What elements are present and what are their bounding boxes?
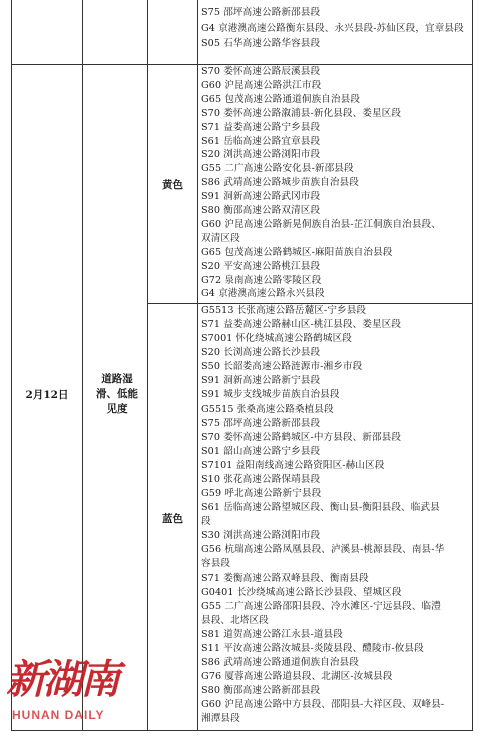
- road-section-line: S50 长韶娄高速公路涟源市-湘乡市段: [201, 361, 363, 373]
- hunan-daily-watermark: [6, 654, 126, 738]
- road-section-line: S86 武靖高速公路城步苗族自治县段: [201, 177, 359, 189]
- road-section-line: S61 岳临高速公路望城区段、衡山县-衡阳县段、临武县: [201, 502, 440, 514]
- road-section-line: S71 益娄高速公路赫山区-桃江县段、娄星区段: [201, 319, 402, 331]
- col-divider-2: [147, 0, 148, 731]
- condition-cell: 道路湿滑、低能见度: [96, 373, 138, 415]
- road-section-line: G5515 张桑高速公路桑植县段: [201, 403, 334, 415]
- road-section-line: 容县段: [201, 558, 231, 570]
- road-section-line: S71 娄衡高速公路双峰县段、衡南县段: [201, 572, 369, 584]
- road-section-line: S7001 怀化绕城高速公路鹤城区段: [201, 333, 352, 345]
- road-section-line: 县段、北塔区段: [201, 614, 269, 626]
- col-divider-3: [197, 0, 198, 731]
- yellow-level-cell: 黄色: [162, 179, 183, 191]
- road-section-line: G0401 长沙绕城高速公路长沙县段、望城区段: [201, 586, 402, 598]
- road-section-line: S05 石华高速公路华容县段: [201, 38, 321, 50]
- road-section-line: G4 京港澳高速公路永兴县段: [201, 288, 325, 300]
- road-section-line: S10 张花高速公路保靖县段: [201, 473, 321, 485]
- road-section-line: S70 娄怀高速公路溆浦县-新化县段、娄星区段: [201, 107, 402, 119]
- road-section-line: G55 二广高速公路安化县-新邵县段: [201, 163, 354, 175]
- road-section-line: S75 邵坪高速公路新邵县段: [201, 417, 321, 429]
- road-section-line: G5513 长张高速公路岳麓区-宁乡县段: [201, 305, 367, 316]
- road-section-line: S20 浏洪高速公路浏阳市段: [201, 149, 321, 161]
- road-section-line: S7101 益阳南线高速公路资阳区-赫山区段: [201, 459, 385, 471]
- road-section-line: 段: [201, 516, 211, 528]
- road-section-line: S91 洞新高速公路武冈市段: [201, 191, 321, 203]
- road-section-line: G60 沪昆高速公路洪江市段: [201, 79, 322, 91]
- road-section-line: S61 岳临高速公路宜章县段: [201, 135, 321, 147]
- watermark-cn-logo: 新湖南: [6, 656, 117, 703]
- blue-level-cell: 蓝色: [162, 513, 183, 525]
- road-section-line: 湘潭县段: [201, 713, 240, 725]
- road-section-line: S30 浏洪高速公路浏阳市段: [201, 530, 321, 542]
- road-section-line: G60 沪昆高速公路新晃侗族自治县-芷江侗族自治县段、: [201, 218, 441, 230]
- road-section-line: S11 平汝高速公路汝城县-炎陵县段、醴陵市-攸县段: [201, 642, 424, 654]
- road-section-line: S20 平安高速公路桃江县段: [201, 260, 321, 272]
- road-section-line: G76 厦蓉高速公路道县段、北湖区-汝城县段: [201, 671, 393, 683]
- road-section-line: S70 娄怀高速公路辰溪县段: [201, 66, 321, 77]
- road-section-line: 双清区段: [201, 232, 240, 244]
- road-section-line: G65 包茂高速公路通道侗族自治县段: [201, 93, 361, 105]
- watermark-en-text: HUNAN DAILY: [12, 708, 105, 722]
- col-divider-1: [82, 0, 83, 731]
- road-section-line: G55 二广高速公路邵阳县段、冷水滩区-宁远县段、临澧: [201, 600, 441, 612]
- road-section-line: G4 京港澳高速公路衡东县段、永兴县段-苏仙区段，宜章县段: [201, 22, 464, 34]
- road-section-line: G72 泉南高速公路零陵区段: [201, 274, 322, 286]
- road-section-line: S75 邵坪高速公路新邵县段: [201, 7, 321, 18]
- road-section-line: S70 娄怀高速公路鹤城区-中方县段、新邵县段: [201, 431, 402, 443]
- road-section-line: S01 韶山高速公路宁乡县段: [201, 445, 321, 457]
- road-section-line: G59 呼北高速公路新宁县段: [201, 488, 322, 500]
- road-section-line: S91 城步支线城步苗族自治县段: [201, 389, 340, 401]
- road-section-line: S80 衡邵高速公路双清区段: [201, 205, 321, 216]
- road-section-line: S71 益娄高速公路宁乡县段: [201, 121, 321, 133]
- road-section-line: S20 长浏高速公路长沙县段: [201, 347, 321, 359]
- road-section-line: G56 杭瑞高速公路凤凰县段、泸溪县-桃源县段、南县-华: [201, 544, 445, 556]
- road-section-line: S91 洞新高速公路新宁县段: [201, 375, 321, 387]
- date-cell: 2月12日: [25, 389, 69, 401]
- road-section-line: G60 沪昆高速公路中方县段、邵阳县-大祥区段、双峰县-: [201, 699, 445, 711]
- road-section-line: S86 武靖高速公路通道侗族自治县段: [201, 657, 359, 668]
- road-section-line: S80 衡邵高速公路新邵县段: [201, 685, 321, 697]
- road-section-line: S81 道贺高速公路江永县-道县段: [201, 628, 343, 640]
- road-section-line: G65 包茂高速公路鹤城区-麻阳苗族自治县段: [201, 246, 393, 258]
